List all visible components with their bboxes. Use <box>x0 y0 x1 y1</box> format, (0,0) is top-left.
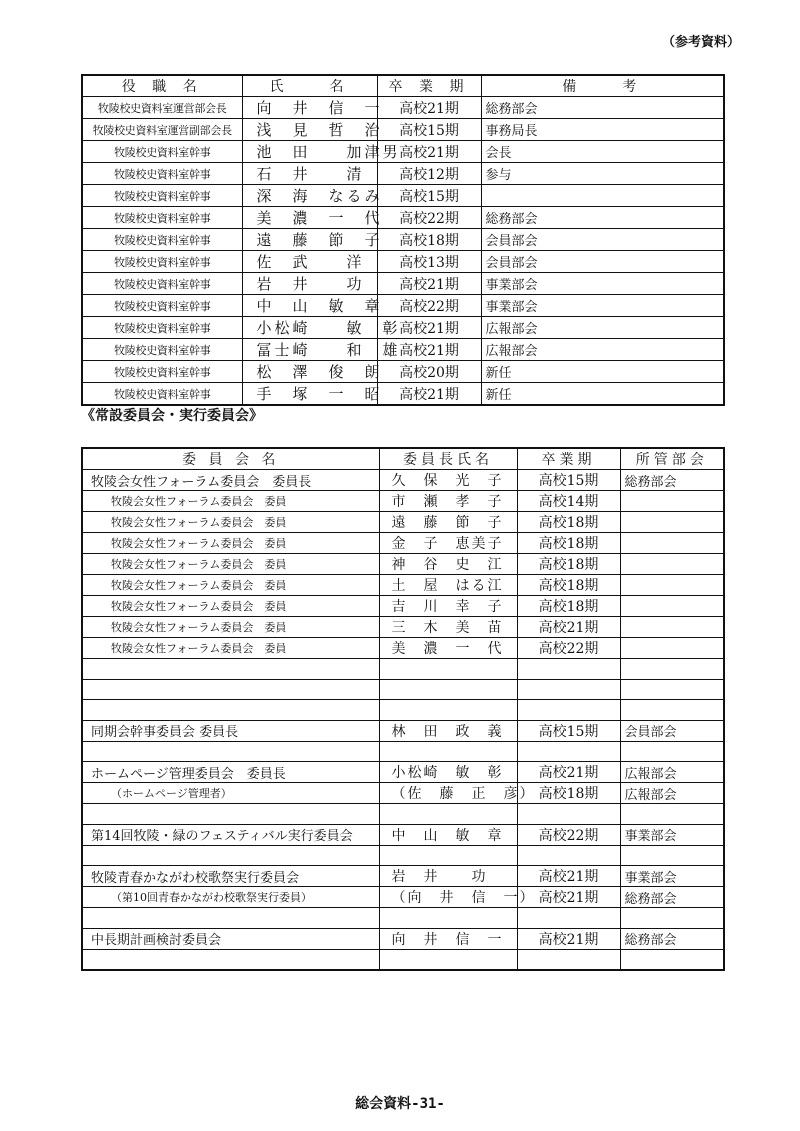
officer-row <box>82 339 724 361</box>
committee-grad-year: 高校21期 <box>517 928 620 949</box>
committee-row <box>82 638 724 659</box>
committee-name: 牧陵会女性フォーラム委員会 委員 <box>82 617 379 638</box>
committee-department: 総務部会 <box>620 928 724 949</box>
officer-note: 新任 <box>481 383 724 406</box>
officer-row <box>82 273 724 295</box>
officer-note: 広報部会 <box>481 317 724 339</box>
committee-name: 牧陵会女性フォーラム委員会 委員 <box>82 596 379 617</box>
committee-department <box>620 741 724 762</box>
committee-chair: 三 木 美 苗 <box>379 617 517 638</box>
committee-grad-year: 高校18期 <box>517 575 620 596</box>
officer-note: 広報部会 <box>481 339 724 361</box>
officer-grad-year: 高校15期 <box>377 185 481 207</box>
committee-name: 同期会幹事委員会 委員長 <box>82 720 379 741</box>
officer-name: 小松崎 敏 彰 <box>242 317 377 339</box>
officer-role: 牧陵校史資料室幹事 <box>82 251 242 273</box>
officer-row <box>82 295 724 317</box>
officer-row <box>82 317 724 339</box>
committee-chair: 美 濃 一 代 <box>379 638 517 659</box>
officer-grad-year: 高校22期 <box>377 207 481 229</box>
committee-department: 会員部会 <box>620 720 724 741</box>
committee-department: 総務部会 <box>620 470 724 491</box>
committee-chair: 林 田 政 義 <box>379 720 517 741</box>
committee-row <box>82 741 724 762</box>
committee-row <box>82 908 724 929</box>
officer-name: 岩 井 功 <box>242 273 377 295</box>
committee-chair <box>379 659 517 680</box>
header-year: 卒 業 期 <box>377 75 481 97</box>
officer-row <box>82 185 724 207</box>
committee-row <box>82 596 724 617</box>
committee-row <box>82 659 724 680</box>
officer-name: 遠 藤 節 子 <box>242 229 377 251</box>
committee-name: 牧陵会女性フォーラム委員会 委員 <box>82 575 379 596</box>
committee-department <box>620 533 724 554</box>
committee-department <box>620 575 724 596</box>
committee-grad-year: 高校21期 <box>517 762 620 783</box>
committee-name: 牧陵会女性フォーラム委員会 委員 <box>82 533 379 554</box>
committee-grad-year: 高校18期 <box>517 533 620 554</box>
officer-row <box>82 229 724 251</box>
officer-name: 冨士崎 和 雄 <box>242 339 377 361</box>
officer-name: 向 井 信 一 <box>242 97 377 119</box>
committee-row <box>82 928 724 949</box>
officer-note: 会長 <box>481 141 724 163</box>
committee-chair: 向 井 信 一 <box>379 928 517 949</box>
committee-name: （ホームページ管理者） <box>82 783 379 804</box>
committee-row <box>82 491 724 512</box>
committee-department: 事業部会 <box>620 866 724 887</box>
committee-row <box>82 824 724 845</box>
committee-chair: 小松崎 敏 彰 <box>379 762 517 783</box>
officer-name: 松 澤 俊 朗 <box>242 361 377 383</box>
committee-department: 広報部会 <box>620 762 724 783</box>
committees-section-title: 《常設委員会・実行委員会》 <box>81 408 263 424</box>
committee-row <box>82 866 724 887</box>
committee-name: 牧陵会女性フォーラム委員会 委員 <box>82 554 379 575</box>
header-chair-name: 委員長氏名 <box>379 448 517 470</box>
committee-department <box>620 845 724 866</box>
committee-name <box>82 908 379 929</box>
committee-row <box>82 679 724 700</box>
committee-grad-year: 高校22期 <box>517 824 620 845</box>
committee-name: 牧陵会女性フォーラム委員会 委員長 <box>82 470 379 491</box>
officer-note: 会員部会 <box>481 251 724 273</box>
committee-grad-year: 高校15期 <box>517 470 620 491</box>
committee-name: （第10回青春かながわ校歌祭実行委員） <box>82 887 379 908</box>
committee-department <box>620 617 724 638</box>
officer-role: 牧陵校史資料室幹事 <box>82 185 242 207</box>
officer-role: 牧陵校史資料室幹事 <box>82 295 242 317</box>
officer-role: 牧陵校史資料室幹事 <box>82 273 242 295</box>
officer-note: 総務部会 <box>481 207 724 229</box>
committee-chair: （向 井 信 一） <box>379 887 517 908</box>
officer-row <box>82 97 724 119</box>
committee-chair: 金 子 恵美子 <box>379 533 517 554</box>
officer-grad-year: 高校21期 <box>377 383 481 406</box>
officers-header-row <box>82 75 724 97</box>
committee-name: 第14回牧陵・緑のフェスティバル実行委員会 <box>82 824 379 845</box>
committee-row <box>82 700 724 721</box>
committee-department: 事業部会 <box>620 824 724 845</box>
committee-department <box>620 554 724 575</box>
officer-grad-year: 高校15期 <box>377 119 481 141</box>
committee-department <box>620 949 724 970</box>
committee-row <box>82 845 724 866</box>
committee-name <box>82 804 379 825</box>
committee-grad-year: 高校14期 <box>517 491 620 512</box>
committee-grad-year: 高校21期 <box>517 887 620 908</box>
officer-role: 牧陵校史資料室幹事 <box>82 361 242 383</box>
committee-name <box>82 700 379 721</box>
committee-grad-year: 高校18期 <box>517 554 620 575</box>
officer-row <box>82 251 724 273</box>
committee-grad-year <box>517 659 620 680</box>
officers-table <box>81 74 725 406</box>
committee-row <box>82 804 724 825</box>
committee-row <box>82 762 724 783</box>
committees-table <box>81 447 725 971</box>
officer-role: 牧陵校史資料室幹事 <box>82 207 242 229</box>
officer-role: 牧陵校史資料室幹事 <box>82 383 242 406</box>
committee-grad-year: 高校21期 <box>517 866 620 887</box>
committee-grad-year <box>517 741 620 762</box>
committee-department <box>620 804 724 825</box>
officer-note: 新任 <box>481 361 724 383</box>
officer-role: 牧陵校史資料室幹事 <box>82 141 242 163</box>
committee-chair: 市 瀬 孝 子 <box>379 491 517 512</box>
committee-name <box>82 949 379 970</box>
officer-row <box>82 383 724 406</box>
officer-grad-year: 高校18期 <box>377 229 481 251</box>
officer-role: 牧陵校史資料室幹事 <box>82 317 242 339</box>
committee-grad-year <box>517 679 620 700</box>
officer-note <box>481 185 724 207</box>
committee-grad-year: 高校22期 <box>517 638 620 659</box>
committee-chair: 土 屋 はる江 <box>379 575 517 596</box>
committee-row <box>82 533 724 554</box>
officer-row <box>82 163 724 185</box>
header-grad-year: 卒業期 <box>517 448 620 470</box>
committee-department: 広報部会 <box>620 783 724 804</box>
committee-department <box>620 659 724 680</box>
committee-department <box>620 908 724 929</box>
committee-chair <box>379 949 517 970</box>
committee-row <box>82 470 724 491</box>
officer-note: 事務局長 <box>481 119 724 141</box>
committee-chair: 吉 川 幸 子 <box>379 596 517 617</box>
committee-grad-year: 高校18期 <box>517 596 620 617</box>
committee-grad-year <box>517 845 620 866</box>
committee-grad-year <box>517 700 620 721</box>
committee-grad-year: 高校15期 <box>517 720 620 741</box>
committee-row <box>82 617 724 638</box>
committee-name <box>82 679 379 700</box>
committee-chair <box>379 845 517 866</box>
officer-name: 深 海 なるみ <box>242 185 377 207</box>
committee-name <box>82 741 379 762</box>
committee-name <box>82 845 379 866</box>
header-committee-name: 委 員 会 名 <box>82 448 379 470</box>
committee-chair: 中 山 敏 章 <box>379 824 517 845</box>
officer-grad-year: 高校21期 <box>377 317 481 339</box>
committee-row <box>82 512 724 533</box>
committee-department <box>620 679 724 700</box>
committee-department <box>620 596 724 617</box>
officer-name: 佐 武 洋 <box>242 251 377 273</box>
officer-grad-year: 高校21期 <box>377 97 481 119</box>
officer-note: 参与 <box>481 163 724 185</box>
officer-name: 石 井 清 <box>242 163 377 185</box>
reference-label: （参考資料） <box>661 35 740 50</box>
committee-name: 牧陵会女性フォーラム委員会 委員 <box>82 638 379 659</box>
officer-role: 牧陵校史資料室幹事 <box>82 229 242 251</box>
committee-name: 牧陵会女性フォーラム委員会 委員 <box>82 491 379 512</box>
officer-note: 総務部会 <box>481 97 724 119</box>
committee-grad-year: 高校18期 <box>517 512 620 533</box>
officer-grad-year: 高校21期 <box>377 141 481 163</box>
committee-chair <box>379 679 517 700</box>
officer-grad-year: 高校20期 <box>377 361 481 383</box>
committee-name: 牧陵青春かながわ校歌祭実行委員会 <box>82 866 379 887</box>
page-footer: 総会資料-31- <box>355 1096 445 1112</box>
committee-department <box>620 700 724 721</box>
header-name: 氏 名 <box>242 75 377 97</box>
officer-grad-year: 高校13期 <box>377 251 481 273</box>
committee-department: 総務部会 <box>620 887 724 908</box>
committee-grad-year: 高校18期 <box>517 783 620 804</box>
committee-department <box>620 638 724 659</box>
committee-row <box>82 783 724 804</box>
committee-chair: 遠 藤 節 子 <box>379 512 517 533</box>
committee-row <box>82 554 724 575</box>
officer-role: 牧陵校史資料室運営部会長 <box>82 97 242 119</box>
officer-row <box>82 207 724 229</box>
committee-chair <box>379 741 517 762</box>
committee-row <box>82 949 724 970</box>
committee-row <box>82 575 724 596</box>
officer-name: 池 田 加津男 <box>242 141 377 163</box>
header-role: 役 職 名 <box>82 75 242 97</box>
committee-name <box>82 659 379 680</box>
committee-row <box>82 887 724 908</box>
committee-chair: 神 谷 史 江 <box>379 554 517 575</box>
header-note: 備 考 <box>481 75 724 97</box>
officer-row <box>82 119 724 141</box>
committee-chair: （佐 藤 正 彦） <box>379 783 517 804</box>
committee-chair <box>379 804 517 825</box>
committee-grad-year: 高校21期 <box>517 617 620 638</box>
officer-grad-year: 高校22期 <box>377 295 481 317</box>
officer-name: 浅 見 哲 治 <box>242 119 377 141</box>
committee-chair: 岩 井 功 <box>379 866 517 887</box>
committee-department <box>620 512 724 533</box>
officer-grad-year: 高校12期 <box>377 163 481 185</box>
committee-name: 牧陵会女性フォーラム委員会 委員 <box>82 512 379 533</box>
committee-grad-year <box>517 949 620 970</box>
officer-role: 牧陵校史資料室運営副部会長 <box>82 119 242 141</box>
officer-note: 事業部会 <box>481 273 724 295</box>
officer-row <box>82 141 724 163</box>
officer-role: 牧陵校史資料室幹事 <box>82 339 242 361</box>
committees-header-row <box>82 448 724 470</box>
officer-note: 事業部会 <box>481 295 724 317</box>
committee-row <box>82 720 724 741</box>
officer-role: 牧陵校史資料室幹事 <box>82 163 242 185</box>
officer-note: 会員部会 <box>481 229 724 251</box>
committee-grad-year <box>517 908 620 929</box>
committee-chair <box>379 700 517 721</box>
committee-department <box>620 491 724 512</box>
officer-grad-year: 高校21期 <box>377 273 481 295</box>
officer-name: 中 山 敏 章 <box>242 295 377 317</box>
officer-grad-year: 高校21期 <box>377 339 481 361</box>
officer-name: 手 塚 一 昭 <box>242 383 377 406</box>
committee-name: ホームページ管理委員会 委員長 <box>82 762 379 783</box>
committee-chair: 久 保 光 子 <box>379 470 517 491</box>
officer-row <box>82 361 724 383</box>
committee-chair <box>379 908 517 929</box>
committee-grad-year <box>517 804 620 825</box>
committee-name: 中長期計画検討委員会 <box>82 928 379 949</box>
header-department: 所管部会 <box>620 448 724 470</box>
officer-name: 美 濃 一 代 <box>242 207 377 229</box>
